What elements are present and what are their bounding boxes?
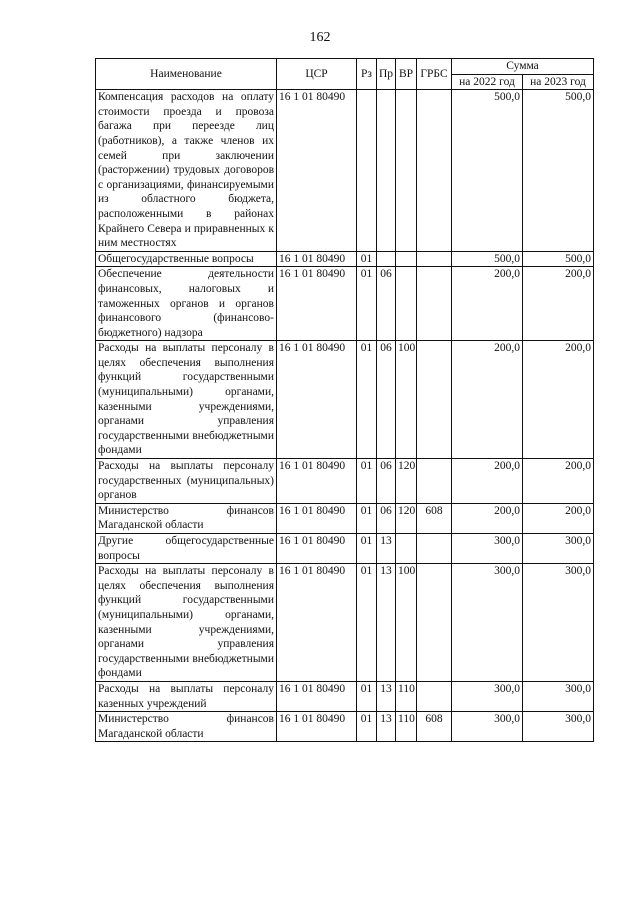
cell-pr: 06 (377, 267, 396, 341)
page-number: 162 (309, 30, 331, 45)
cell-name: Расходы на выплаты персоналу казенных учреждений (96, 681, 277, 711)
cell-name: Министерство финансов Магаданской области (96, 503, 277, 533)
cell-vr: 110 (396, 712, 417, 742)
cell-grbs (417, 534, 452, 564)
cell-pr: 13 (377, 564, 396, 682)
cell-name: Расходы на выплаты персоналу в целях обеспечения выполнения функций государственными (муниципальными) органами, казенными учреждениями, органами управления государственными внебюджетными фондами (96, 564, 277, 682)
cell-grbs: 608 (417, 712, 452, 742)
cell-grbs: 608 (417, 503, 452, 533)
cell-pr: 13 (377, 681, 396, 711)
budget-table (95, 58, 594, 742)
cell-sum-2022: 300,0 (452, 564, 523, 682)
cell-sum-2023: 300,0 (523, 681, 594, 711)
cell-sum-2023: 200,0 (523, 503, 594, 533)
table-row (96, 251, 594, 267)
header-sum: Сумма (452, 59, 594, 75)
cell-rz: 01 (357, 564, 377, 682)
cell-rz: 01 (357, 712, 377, 742)
cell-rz: 01 (357, 267, 377, 341)
cell-sum-2023: 500,0 (523, 90, 594, 252)
cell-grbs (417, 681, 452, 711)
table-row (96, 503, 594, 533)
cell-csr: 16 1 01 80490 (277, 534, 357, 564)
cell-rz: 01 (357, 681, 377, 711)
cell-grbs (417, 459, 452, 504)
cell-sum-2023: 200,0 (523, 459, 594, 504)
cell-grbs (417, 90, 452, 252)
cell-name: Министерство финансов Магаданской области (96, 712, 277, 742)
header-vr: ВР (396, 59, 417, 90)
cell-sum-2022: 500,0 (452, 90, 523, 252)
cell-sum-2023: 200,0 (523, 341, 594, 459)
cell-name: Обеспечение деятельности финансовых, налоговых и таможенных органов и органов финансового (финансово-бюджетного) надзора (96, 267, 277, 341)
cell-name: Общегосударственные вопросы (96, 251, 277, 267)
header-pr: Пр (377, 59, 396, 90)
cell-grbs (417, 251, 452, 267)
cell-sum-2022: 300,0 (452, 534, 523, 564)
cell-pr: 13 (377, 712, 396, 742)
header-year-2022: на 2022 год (452, 74, 523, 90)
header-name: Наименование (96, 59, 277, 90)
cell-name: Расходы на выплаты персоналу в целях обеспечения выполнения функций государственными (муниципальными) органами, казенными учреждениями, органами управления государственными внебюджетными фондами (96, 341, 277, 459)
cell-csr: 16 1 01 80490 (277, 267, 357, 341)
cell-sum-2022: 200,0 (452, 459, 523, 504)
cell-rz: 01 (357, 459, 377, 504)
table-row (96, 712, 594, 742)
cell-rz: 01 (357, 251, 377, 267)
table-row (96, 90, 594, 252)
cell-csr: 16 1 01 80490 (277, 503, 357, 533)
cell-grbs (417, 267, 452, 341)
cell-csr: 16 1 01 80490 (277, 712, 357, 742)
cell-csr: 16 1 01 80490 (277, 459, 357, 504)
header-rz: Рз (357, 59, 377, 90)
cell-csr: 16 1 01 80490 (277, 681, 357, 711)
cell-pr (377, 90, 396, 252)
table-row (96, 267, 594, 341)
cell-pr: 06 (377, 341, 396, 459)
cell-sum-2022: 500,0 (452, 251, 523, 267)
header-csr: ЦСР (277, 59, 357, 90)
cell-sum-2022: 200,0 (452, 503, 523, 533)
cell-grbs (417, 341, 452, 459)
cell-csr: 16 1 01 80490 (277, 90, 357, 252)
cell-vr: 100 (396, 341, 417, 459)
table-row (96, 564, 594, 682)
cell-vr: 120 (396, 459, 417, 504)
cell-name: Расходы на выплаты персоналу государственных (муниципальных) органов (96, 459, 277, 504)
cell-csr: 16 1 01 80490 (277, 251, 357, 267)
cell-sum-2023: 200,0 (523, 267, 594, 341)
table-body (96, 90, 594, 742)
cell-vr: 100 (396, 564, 417, 682)
cell-pr: 06 (377, 459, 396, 504)
cell-sum-2023: 300,0 (523, 712, 594, 742)
cell-sum-2023: 300,0 (523, 564, 594, 682)
header-year-2023: на 2023 год (523, 74, 594, 90)
cell-rz: 01 (357, 503, 377, 533)
cell-csr: 16 1 01 80490 (277, 564, 357, 682)
cell-vr (396, 251, 417, 267)
cell-name: Компенсация расходов на оплату стоимости проезда и провоза багажа при переезде лиц (работников), а также членов их семей при заключении (расторжении) трудовых договоров с организациями, финансируемыми из областного бюджета, расположенными в районах Крайнего Севера и приравненных к ним местностях (96, 90, 277, 252)
cell-sum-2022: 300,0 (452, 712, 523, 742)
cell-rz (357, 90, 377, 252)
cell-sum-2023: 300,0 (523, 534, 594, 564)
cell-csr: 16 1 01 80490 (277, 341, 357, 459)
cell-grbs (417, 564, 452, 682)
table-row (96, 681, 594, 711)
header-row (96, 59, 594, 75)
cell-sum-2022: 200,0 (452, 341, 523, 459)
cell-sum-2023: 500,0 (523, 251, 594, 267)
cell-vr (396, 267, 417, 341)
cell-pr: 13 (377, 534, 396, 564)
cell-rz: 01 (357, 341, 377, 459)
cell-rz: 01 (357, 534, 377, 564)
cell-vr (396, 90, 417, 252)
cell-pr: 06 (377, 503, 396, 533)
cell-vr: 120 (396, 503, 417, 533)
cell-sum-2022: 200,0 (452, 267, 523, 341)
cell-vr: 110 (396, 681, 417, 711)
cell-vr (396, 534, 417, 564)
header-grbs: ГРБС (417, 59, 452, 90)
table-row (96, 459, 594, 504)
table-row (96, 534, 594, 564)
table-row (96, 341, 594, 459)
cell-pr (377, 251, 396, 267)
cell-name: Другие общегосударственные вопросы (96, 534, 277, 564)
cell-sum-2022: 300,0 (452, 681, 523, 711)
